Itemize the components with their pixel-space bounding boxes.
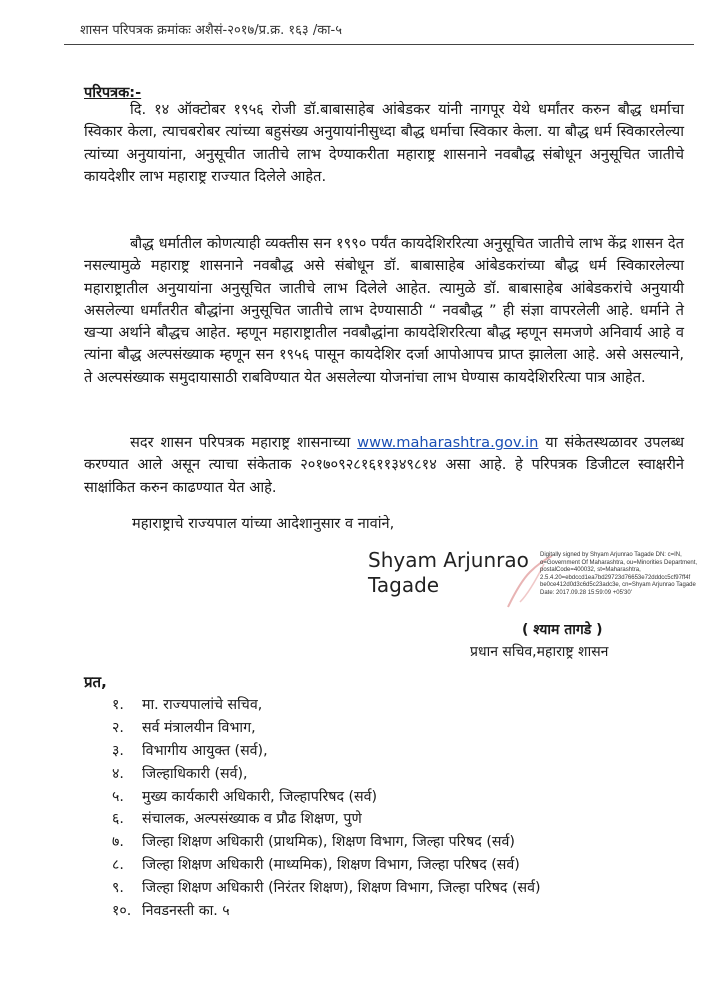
list-item — [112, 786, 541, 809]
list-item — [112, 808, 541, 831]
list-item-text: सर्व मंत्रालयीन विभाग, — [142, 719, 256, 736]
paragraph-3-text-after-link: या संकेतस्थळावर उपलब्ध करण्यात आले असून त्याचा संकेताक २०१७०९२८१६११३४९८१४ असा आहे. हे परिपत्रक डिजीटल स्वाक्षरीने साक्षांकित करुन काढण्यात येत आहे. — [84, 434, 685, 496]
list-item — [112, 854, 541, 877]
paragraph-2 — [84, 233, 684, 389]
list-item — [112, 900, 541, 923]
list-item-text: जिल्हाधिकारी (सर्व), — [142, 765, 248, 782]
list-item-number: ३. — [112, 742, 124, 759]
list-item — [112, 877, 541, 900]
list-item — [112, 740, 541, 763]
list-item-text: निवडनस्ती का. ५ — [142, 903, 230, 920]
paragraph-1 — [84, 99, 684, 188]
signing-officer-designation: प्रधान सचिव,महाराष्ट्र शासन — [470, 644, 609, 660]
list-item-text: जिल्हा शिक्षण अधिकारी (प्राथमिक), शिक्षण विभाग, जिल्हा परिषद (सर्व) — [142, 834, 515, 851]
list-item — [112, 717, 541, 740]
list-item — [112, 831, 541, 854]
list-item — [112, 763, 541, 786]
list-item-text: जिल्हा शिक्षण अधिकारी (निरंतर शिक्षण), शिक्षण विभाग, जिल्हा परिषद (सर्व) — [142, 880, 541, 897]
list-item-text: मुख्य कार्यकारी अधिकारी, जिल्हापरिषद (सर्व) — [142, 788, 378, 805]
list-item-text: संचालक, अल्पसंख्याक व प्रौढ शिक्षण, पुणे — [142, 811, 362, 828]
list-item-number: ५. — [112, 788, 124, 805]
paragraph-3-text-before-link: सदर शासन परिपत्रक महाराष्ट्र शासनाच्या — [130, 434, 351, 451]
paragraph-3 — [84, 432, 684, 499]
list-item-number: ८. — [112, 857, 124, 874]
signing-officer-name: ( श्याम तागडे ) — [522, 622, 603, 638]
paragraph-2-text: बौद्ध धर्मातील कोणत्याही व्यक्तीस सन १९९० पर्यंत कायदेशिररित्या अनुसूचित जातीचे लाभ केंद्र शासन देत नसल्यामुळे महाराष्ट्र शासनाने नवबौद्ध असे संबोधून डॉ. बाबासाहेब आंबेडकरांच्या बौद्ध धर्म स्विकारलेल्या महाराष्ट्रातील अनुयायांना अनुसूचित जातीचे लाभ दिलेले आहेत. त्यामुळे डॉ. बाबासाहेब आंबेडकरांचे अनुयायी असलेल्या धर्मांतरीत बौद्धांना अनुसूचित जातीचे लाभ देण्यासाठी “ नवबौद्ध ” ही संज्ञा वापरलेली आहे. धर्माने ते खऱ्या अर्थाने बौद्धच आहेत. म्हणून महाराष्ट्रातील नवबौद्धांना कायदेशिररित्या बौद्ध म्हणून समजणे अनिवार्य आहे व त्यांना बौद्ध अल्पसंख्याक म्हणून सन १९५६ पासून कायदेशिर दर्जा आपोआपच प्राप्त झालेला आहे. असे असल्याने, ते अल्पसंख्याक समुदायासाठी राबविण्यात येत असलेल्या योजनांचा लाभ घेण्यास कायदेशिररित्या पात्र आहेत. — [84, 235, 684, 386]
list-item-number: ७. — [112, 834, 124, 851]
governor-order-line: महाराष्ट्राचे राज्यपाल यांच्या आदेशानुसार व नावांने, — [132, 515, 395, 532]
list-item-text: जिल्हा शिक्षण अधिकारी (माध्यमिक), शिक्षण विभाग, जिल्हा परिषद (सर्व) — [142, 857, 520, 874]
list-item-number: ४. — [112, 765, 124, 782]
list-item-number: १०. — [112, 903, 132, 920]
list-item-text: मा. राज्यपालांचे सचिव, — [142, 697, 263, 713]
list-item-number: ९. — [112, 880, 124, 897]
list-item-number: २. — [112, 719, 124, 736]
document-reference-header: शासन परिपत्रक क्रमांकः अशैसं-२०१७/प्र.क्र. १६३ /का-५ — [80, 23, 342, 38]
recipient-list — [112, 694, 541, 923]
list-item-number: १. — [112, 697, 124, 713]
paragraph-1-text: दि. १४ ऑक्टोबर १९५६ रोजी डॉ.बाबासाहेब आंबेडकर यांनी नागपूर येथे धर्मांतर करुन बौद्ध धर्माचा स्विकार केला, त्याचबरोबर त्यांच्या बहुसंख्य अनुयायांनीसुध्दा बौद्ध धर्माचा स्विकार केला. या बौद्ध धर्म स्विकारलेल्या त्यांच्या अनुयायांना, अनुसूचीत जातीचे लाभ देण्याकरीता महाराष्ट्र शासनाने नवबौद्ध संबोधून अनुसूचित जातीचे कायदेशीर लाभ महाराष्ट्र राज्यात दिलेले आहेत. — [84, 101, 684, 185]
signer-name-line1: Shyam Arjunrao — [368, 548, 529, 572]
list-item — [112, 694, 541, 717]
digital-signature-details: Digitally signed by Shyam Arjunrao Tagade DN: c=IN, o=Government Of Maharashtra, ou=Minorities Department, postalCode=400032, st=Maharashtra, 2.5.4.20=ebdccd1ea7bd29723d76653e72dddcc5cf97ff4f be0ce412d0d3c6d5c23adc3e, cn=Shyam Arjunrao Tagade Date: 2017.09.28 15:59:09 +05'30' — [540, 552, 698, 596]
circular-title: परिपत्रक:- — [84, 85, 142, 101]
website-link[interactable]: www.maharashtra.gov.in — [357, 434, 539, 451]
signer-name-line2: Tagade — [368, 573, 440, 597]
list-item-number: ६. — [112, 811, 124, 828]
list-item-text: विभागीय आयुक्त (सर्व), — [142, 742, 268, 759]
header-divider — [64, 44, 694, 45]
copy-to-heading: प्रत, — [84, 673, 107, 691]
